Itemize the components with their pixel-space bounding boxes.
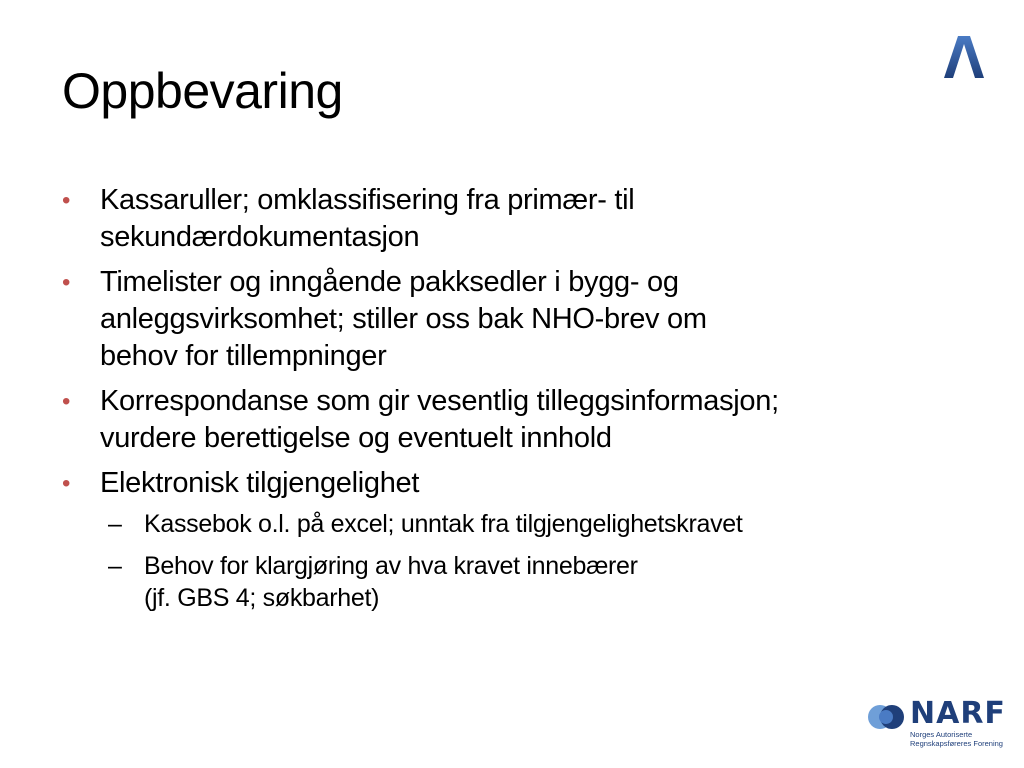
sub-bullet-item bbox=[108, 508, 942, 540]
narf-subtitle-line: Norges Autoriserte bbox=[910, 730, 973, 739]
narf-circles-icon bbox=[866, 702, 908, 732]
bullet-list bbox=[62, 182, 942, 624]
bullet-text: anleggsvirksomhet; stiller oss bak NHO-brev om bbox=[100, 303, 707, 335]
sub-bullet-text: Behov for klargjøring av hva kravet innebærer bbox=[144, 552, 638, 580]
bullet-item bbox=[62, 264, 942, 375]
bullet-item bbox=[62, 465, 942, 614]
narf-subtitle-line: Regnskapsføreres Forening bbox=[910, 739, 1003, 748]
sub-bullet-text: (jf. GBS 4; søkbarhet) bbox=[144, 584, 380, 612]
bullet-marker: • bbox=[62, 388, 71, 415]
narf-logo bbox=[866, 696, 1006, 752]
bullet-marker: • bbox=[62, 470, 71, 497]
narf-wordmark: NARF bbox=[910, 696, 1006, 731]
bullet-text: vurdere berettigelse og eventuelt innhold bbox=[100, 422, 612, 454]
bullet-text: sekundærdokumentasjon bbox=[100, 221, 420, 253]
bullet-marker: • bbox=[62, 187, 71, 214]
bullet-text: Korrespondanse som gir vesentlig tilleggsinformasjon; bbox=[100, 385, 779, 417]
bullet-item bbox=[62, 383, 942, 457]
bullet-marker: • bbox=[62, 269, 71, 296]
bullet-text: Elektronisk tilgjengelighet bbox=[100, 467, 420, 499]
chevron-up-icon bbox=[942, 32, 986, 80]
narf-subtitle bbox=[910, 730, 1003, 748]
bullet-item bbox=[62, 182, 942, 256]
sub-bullet-text: Kassebok o.l. på excel; unntak fra tilgjengelighetskravet bbox=[144, 510, 743, 538]
bullet-text: Kassaruller; omklassifisering fra primær- til bbox=[100, 184, 635, 216]
sub-bullet-item bbox=[108, 550, 942, 614]
slide-title: Oppbevaring bbox=[62, 63, 343, 119]
bullet-text: Timelister og inngående pakksedler i bygg- og bbox=[100, 266, 679, 298]
sub-bullet-marker: – bbox=[108, 552, 122, 580]
bullet-text: behov for tillempninger bbox=[100, 340, 387, 372]
sub-bullet-list bbox=[108, 508, 942, 614]
sub-bullet-marker: – bbox=[108, 510, 122, 538]
